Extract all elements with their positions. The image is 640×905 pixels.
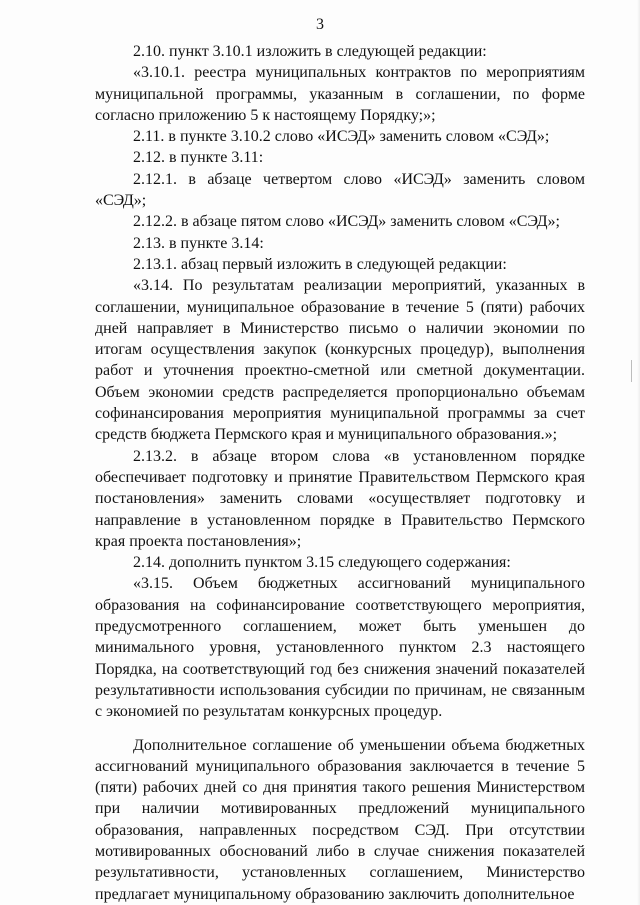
paragraph-3-14-text: «3.14. По результатам реализации мероприятий, указанных в соглашении, муниципальное образование в течение 5 (пяти) рабочих дней направляет в Министерство письмо о наличии экономии по итогам осуществления закупок (конкурсных процедур), выполнения работ и уточнения проектно-сметной или сметной документации. Объем экономии средств распределяется пропорционально объемам софинансирования мероприятия муниципальной программы за счет средств бюджета Пермского края и муниципального образования.»; xyxy=(95,277,585,444)
paragraph-2-12-1: 2.12.1. в абзаце четвертом слово «ИСЭД» заменить словом «СЭД»; xyxy=(95,170,585,210)
paragraph-2-13-1: 2.13.1. абзац первый изложить в следующей редакции: xyxy=(133,255,507,273)
paragraph-2-12-2: 2.12.2. в абзаце пятом слово «ИСЭД» заменить словом «СЭД»; xyxy=(133,213,560,231)
paragraph-3-15-text: «3.15. Объем бюджетных ассигнований муниципального образования на софинансирование соответствующего мероприятия, предусмотренного соглашением, может быть уменьшен до минимального уровня, установленного пунктом 2.3 настоящего Порядка, на соответствующий год без снижения значений показателей результативности использования субсидии по причинам, не связанным с экономией по результатам конкурсных процедур. xyxy=(95,575,585,721)
scan-artifact-mark xyxy=(631,360,632,382)
paragraph-2-14: 2.14. дополнить пунктом 3.15 следующего содержания: xyxy=(133,554,511,572)
paragraph-3-10-1-text: «3.10.1. реестра муниципальных контрактов по мероприятиям муниципальной программы, указанным в соглашении, по форме согласно приложению 5 к настоящему Порядку;»; xyxy=(95,64,585,124)
page-number: 3 xyxy=(316,16,324,33)
document-body xyxy=(95,41,585,905)
paragraph-2-13-2: 2.13.2. в абзаце втором слова «в установленном порядке обеспечивает подготовку и принятие Правительством Пермского края постановления» заменить словами «осуществляет подготовку и направление в установленном порядке в Правительство Пермского края проекта постановления»; xyxy=(95,447,585,550)
paragraph-2-13: 2.13. в пункте 3.14: xyxy=(133,234,264,252)
paragraph-2-10: 2.10. пункт 3.10.1 изложить в следующей редакции: xyxy=(133,43,487,60)
paragraph-2-12: 2.12. в пункте 3.11: xyxy=(133,149,264,167)
paragraph-additional-agreement: Дополнительное соглашение об уменьшении объема бюджетных ассигнований муниципального образования заключается в течение 5 (пяти) рабочих дней со дня принятия такого решения Министерством при наличии мотивированных предложений муниципального образования, направленных посредством СЭД. При отсутствии мотивированных обоснований либо в случае снижения показателей результативности, установленных соглашением, Министерство предлагает муниципальному образованию заключить дополнительное xyxy=(95,736,585,903)
paragraph-2-11: 2.11. в пункте 3.10.2 слово «ИСЭД» заменить словом «СЭД»; xyxy=(133,128,550,146)
